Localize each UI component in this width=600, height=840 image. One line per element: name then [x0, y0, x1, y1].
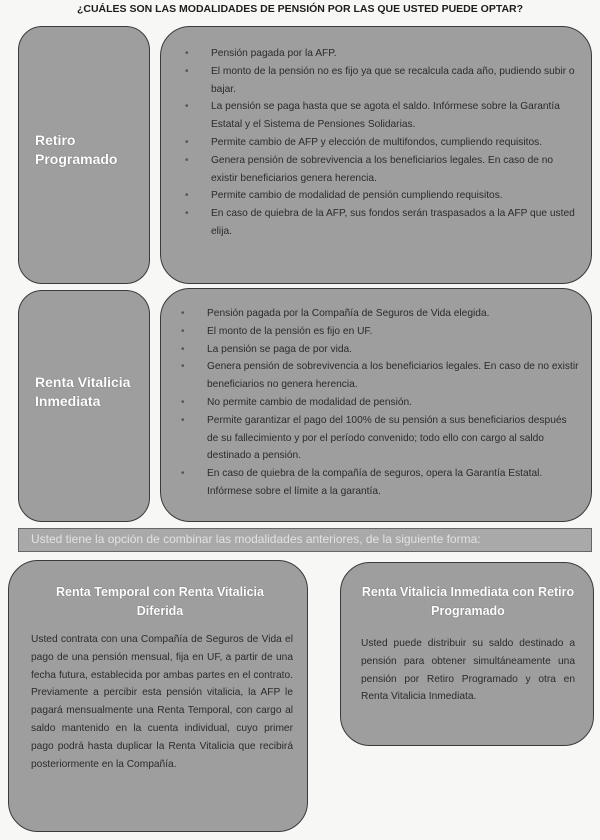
retiro-label-box	[18, 26, 150, 284]
renta-item-text: El monto de la pensión es fijo en UF.	[207, 325, 373, 337]
retiro-item-text: Permite cambio de modalidad de pensión cumpliendo requisitos.	[211, 190, 503, 202]
retiro-item-text: Genera pensión de sobrevivencia a los beneficiarios legales. En caso de no existir beneficiarios genera herencia.	[211, 154, 554, 184]
retiro-item	[173, 134, 575, 152]
page-title: ¿CUÁLES SON LAS MODALIDADES DE PENSIÓN POR LAS QUE USTED PUEDE OPTAR?	[76, 3, 524, 15]
retiro-item	[173, 63, 575, 99]
retiro-content-box	[160, 26, 592, 284]
bullet-icon: •	[181, 325, 185, 337]
renta-item	[169, 412, 579, 465]
retiro-item-text: En caso de quiebra de la AFP, sus fondos serán traspasados a la AFP que usted elija.	[211, 208, 575, 237]
renta-item	[169, 341, 579, 359]
retiro-list	[173, 45, 575, 241]
temporal-text: Usted contrata con una Compañía de Seguros de Vida el pago de una pensión mensual, fija en UF, a partir de una fecha futura, establecida por ambas partes en el contrato. Previamente a percibir esta pensión vitalicia, la AFP le pagará mensualmente una Renta Temporal, con cargo al saldo mantenido en la cuenta individual, cuyo primer pago podrá hasta duplicar la Renta Vitalicia que recibirá posteriormente en la Compañía.	[31, 634, 293, 770]
renta-item	[169, 465, 579, 501]
renta-item	[169, 358, 579, 394]
retiro-item	[173, 152, 575, 188]
combinada-box	[340, 562, 594, 746]
retiro-item-text: La pensión se paga hasta que se agota el saldo. Infórmese sobre la Garantía Estatal y el Sistema de Pensiones Solidarias.	[211, 101, 560, 131]
renta-label: Renta Vitalicia Inmediata	[35, 374, 131, 409]
renta-item-text: La pensión se paga de por vida.	[207, 343, 352, 355]
renta-item-text: Genera pensión de sobrevivencia a los beneficiarios legales. En caso de no existir beneficiarios no genera herencia.	[207, 361, 579, 391]
combine-banner: Usted tiene la opción de combinar las modalidades anteriores, de la siguiente forma:	[18, 528, 592, 552]
combinada-text: Usted puede distribuir su saldo destinado a pensión para obtener simultáneamente una pensión por Retiro Programado y otra en Renta Vitalicia Inmediata.	[361, 638, 575, 703]
bullet-icon: •	[181, 396, 185, 408]
retiro-item-text: El monto de la pensión no es fijo ya que se recalcula cada año, pudiendo subir o bajar.	[211, 65, 575, 95]
bullet-icon: •	[185, 154, 189, 166]
renta-item-text: En caso de quiebra de la compañía de seguros, opera la Garantía Estatal. Infórmese sobre el límite a la garantía.	[207, 468, 543, 497]
bullet-icon: •	[181, 343, 185, 355]
retiro-item	[173, 187, 575, 205]
retiro-item-text: Permite cambio de AFP y elección de multifondos, cumpliendo requisitos.	[211, 136, 543, 148]
temporal-box	[8, 560, 308, 832]
bullet-icon: •	[185, 65, 189, 77]
renta-content-box	[160, 288, 592, 522]
bullet-icon: •	[181, 308, 185, 319]
bullet-icon: •	[185, 208, 189, 220]
bullet-icon: •	[185, 48, 189, 59]
combinada-title: Renta Vitalicia Inmediata con Retiro Programado	[361, 585, 575, 618]
renta-item	[169, 305, 579, 323]
temporal-title: Renta Temporal con Renta Vitalicia Diferida	[56, 585, 264, 618]
renta-item	[169, 394, 579, 412]
bullet-icon: •	[185, 190, 189, 202]
retiro-item	[173, 205, 575, 241]
retiro-item	[173, 98, 575, 134]
renta-item	[169, 323, 579, 341]
renta-label-box	[18, 290, 150, 522]
retiro-label: Retiro Programado	[35, 132, 118, 167]
retiro-item	[173, 45, 575, 63]
renta-item-text: Pensión pagada por la Compañía de Seguros de Vida elegida.	[207, 308, 490, 319]
bullet-icon: •	[181, 361, 185, 373]
bullet-icon: •	[181, 468, 185, 480]
bullet-icon: •	[181, 414, 185, 426]
renta-item-text: No permite cambio de modalidad de pensión.	[207, 396, 413, 408]
renta-list	[169, 305, 579, 501]
bullet-icon: •	[185, 136, 189, 148]
retiro-item-text: Pensión pagada por la AFP.	[211, 48, 337, 59]
renta-item-text: Permite garantizar el pago del 100% de su pensión a sus beneficiarios después de su fallecimiento y por el período convenido; todo ello con cargo al saldo destinado a pensión.	[207, 414, 567, 462]
bullet-icon: •	[185, 101, 189, 113]
